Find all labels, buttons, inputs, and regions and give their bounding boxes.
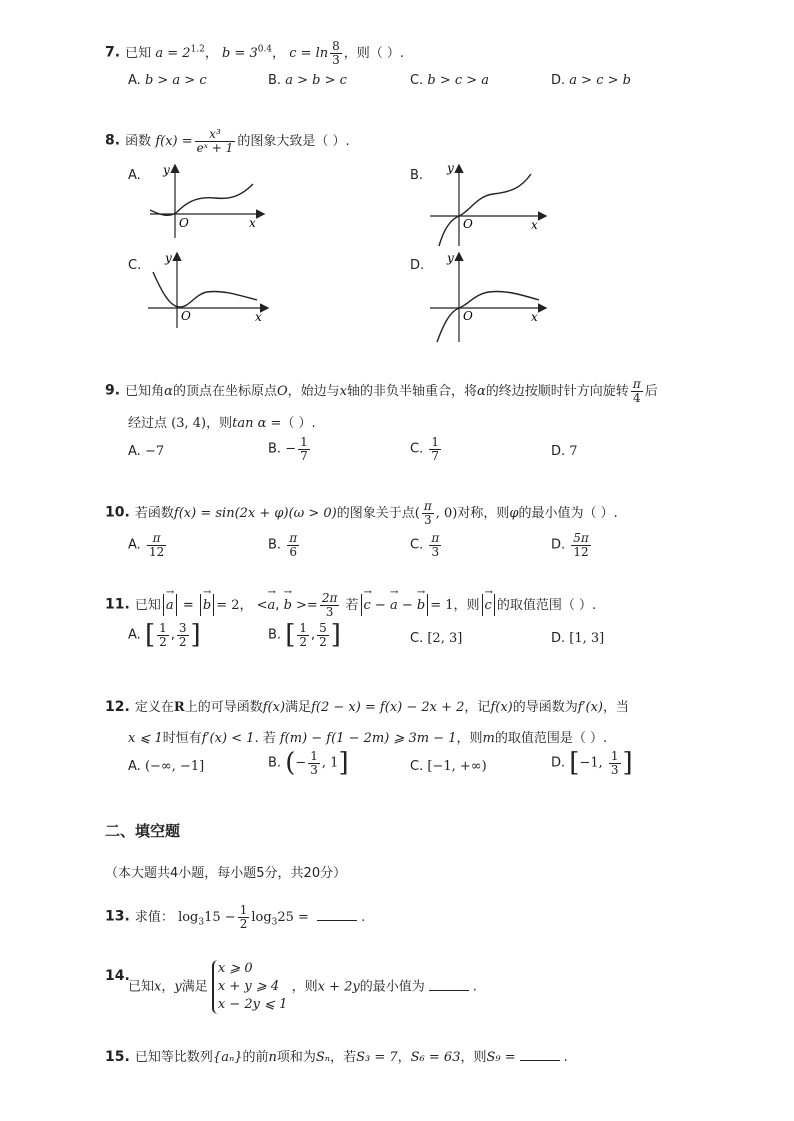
question-number: 15. xyxy=(105,1049,130,1065)
question-15 xyxy=(105,1046,568,1065)
question-text: 已知→ a = → b = 2， <→ a, → b >= $\frac{2\pi}{3}$ 若→ c − → a − → b = 1，则→ c 的取值范围（ ）. xyxy=(135,598,596,613)
question-12-line2: x ⩽ 1时恒有f′(x) < 1. 若 f(m) − f(1 − 2m) ⩾ 3m − 1，则m的取值范围是（ ）. xyxy=(128,731,608,746)
question-number: 10. xyxy=(105,504,130,521)
expr-b: $b = 3^{0.4}$ xyxy=(221,44,273,61)
answer-blank[interactable] xyxy=(317,920,357,921)
choice-10d[interactable]: D. $\frac{5\pi}{12}$ xyxy=(551,531,589,559)
y-label: y xyxy=(447,161,454,175)
choice-11c[interactable]: C. [2, 3] xyxy=(410,631,463,646)
choice-11b[interactable]: B. [ $\frac{1}{2}$ , $\frac{5}{2}$ ] xyxy=(268,620,341,651)
graph-label-c[interactable]: C. xyxy=(128,258,142,273)
origin-label: O xyxy=(179,216,189,230)
question-number: 12. xyxy=(105,699,130,715)
choice-11d[interactable]: D. [1, 3] xyxy=(551,631,605,646)
y-label: y xyxy=(165,251,172,265)
origin-label: O xyxy=(463,217,473,231)
expr-a: $a = 2^{1.2}$ xyxy=(155,44,205,61)
question-number: 7. xyxy=(105,44,121,61)
choice-10c[interactable]: C. $\frac{\pi}{3}$ xyxy=(410,531,440,559)
choice-9d[interactable]: D. 7 xyxy=(551,444,578,459)
curve xyxy=(150,184,253,215)
graph-label-a[interactable]: A. xyxy=(128,168,141,183)
question-11 xyxy=(105,592,596,618)
choice-7c[interactable]: C. b > c > a xyxy=(410,73,490,88)
question-14: 已知x，y满足 x ⩾ 0 x + y ⩾ 4 x − 2y ⩽ 1 ，则x + 2y的最小值为 . xyxy=(128,961,477,1012)
question-text: 已知 $a = 2^{1.2}$， $b = 3^{0.4}$， c = ln $\frac{8}{3}$ ，则（ ）. xyxy=(125,39,405,67)
question-text-line1: 已知角α的顶点在坐标原点O，始边与x轴的非负半轴重合，将α的终边按顺时针方向旋转 $\frac{\pi}{4}$ 后 xyxy=(125,377,658,405)
question-13 xyxy=(105,904,365,930)
question-text: 求值： $\log_315$ − $\frac{1}{2}$ $\log_325$ = . xyxy=(134,903,366,931)
question-text: 若函数f(x) = sin(2x + φ)(ω > 0)的图象关于点( $\frac{\pi}{3}$ , 0)对称，则φ的最小值为（ ）. xyxy=(134,499,618,527)
graph-c xyxy=(145,250,275,330)
choice-10b[interactable]: B. $\frac{\pi}{6}$ xyxy=(268,531,298,559)
curve xyxy=(153,272,257,307)
question-12 xyxy=(105,696,629,715)
choice-7b[interactable]: B. a > b > c xyxy=(268,73,347,88)
graph-label-d[interactable]: D. xyxy=(410,258,425,273)
question-number: 13. xyxy=(105,908,130,925)
question-text: 已知等比数列{aₙ}的前n项和为Sₙ，若S₃ = 7，S₆ = 63，则S₉ = . xyxy=(134,1050,568,1065)
question-7 xyxy=(105,40,404,66)
choice-9b[interactable]: B. − $\frac{1}{7}$ xyxy=(268,435,308,463)
section-note: （本大题共4小题，每小题5分，共20分） xyxy=(105,866,347,881)
graph-d xyxy=(427,250,557,345)
question-text: 函数 f(x) = $\frac{\text{x³}}{\text{eˣ + 1}}$ 的图象大致是（ ）. xyxy=(125,127,350,155)
question-number: 9. xyxy=(105,382,121,399)
x-label: x xyxy=(531,218,538,232)
answer-blank[interactable] xyxy=(429,990,469,991)
choice-10a[interactable]: A. $\frac{\pi}{12}$ xyxy=(128,531,165,559)
choice-9a[interactable]: A. −7 xyxy=(128,444,165,459)
x-label: x xyxy=(255,310,262,324)
question-9-line2: 经过点 (3, 4)，则tan α =（ ）. xyxy=(128,416,316,431)
x-label: x xyxy=(249,216,256,230)
question-number: 8. xyxy=(105,132,121,149)
tail-text: ，则（ ）. xyxy=(343,45,405,61)
section-title: 二、填空题 xyxy=(105,822,181,840)
choice-12b[interactable]: B. (− $\frac{1}{3}$ , 1] xyxy=(268,748,349,779)
answer-blank[interactable] xyxy=(520,1060,560,1061)
curve xyxy=(437,291,539,342)
choice-12d[interactable]: D. [−1, $\frac{1}{3}$ ] xyxy=(551,748,633,779)
choice-12c[interactable]: C. [−1, +∞) xyxy=(410,759,487,774)
fraction: $\frac{\pi}{4}$ xyxy=(632,377,641,405)
x-label: x xyxy=(531,310,538,324)
origin-label: O xyxy=(181,309,191,323)
question-9 xyxy=(105,378,658,404)
question-10 xyxy=(105,500,618,526)
choice-7d[interactable]: D. a > c > b xyxy=(551,73,631,88)
graph-b xyxy=(427,160,557,250)
inequality-system: x ⩾ 0 x + y ⩾ 4 x − 2y ⩽ 1 xyxy=(212,960,288,1014)
choice-7a[interactable]: A. b > a > c xyxy=(128,73,207,88)
graph-label-b[interactable]: B. xyxy=(410,168,424,183)
question-number: 14. xyxy=(105,968,130,984)
curve xyxy=(439,174,531,246)
choice-12a[interactable]: A. (−∞, −1] xyxy=(128,759,205,774)
y-label: y xyxy=(163,163,170,177)
question-text-line1: 定义在R上的可导函数f(x)满足f(2 − x) = f(x) − 2x + 2，记f(x)的导函数为f′(x)，当 xyxy=(134,700,630,715)
lead-text: 已知 xyxy=(125,45,152,61)
origin-label: O xyxy=(463,309,473,323)
question-number: 11. xyxy=(105,596,130,613)
fraction: $\frac{8}{3}$ xyxy=(332,39,340,67)
expr-c: c = ln xyxy=(289,45,329,61)
y-label: y xyxy=(447,251,454,265)
graph-a xyxy=(145,160,275,240)
choice-9c[interactable]: C. $\frac{1}{7}$ xyxy=(410,435,439,463)
fraction: $\frac{\text{x³}}{\text{eˣ + 1}}$ xyxy=(196,127,234,155)
question-8 xyxy=(105,128,350,154)
choice-11a[interactable]: A. [ $\frac{1}{2}$ , $\frac{3}{2}$ ] xyxy=(128,620,201,651)
